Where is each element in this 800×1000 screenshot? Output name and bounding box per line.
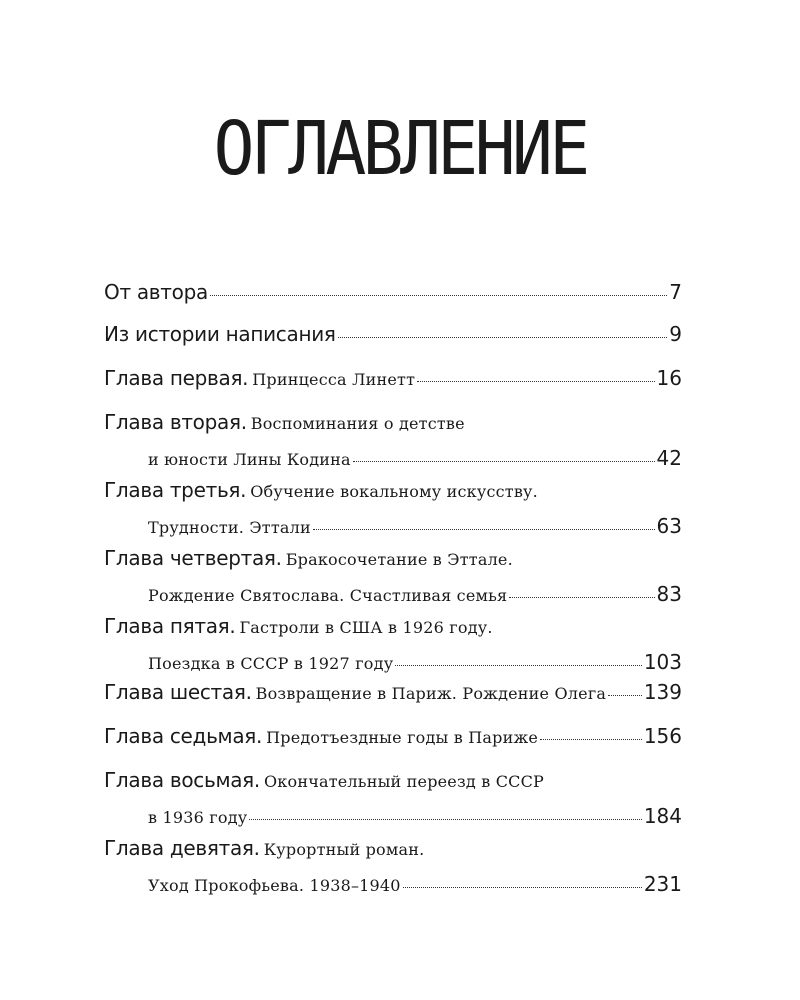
leader-dots [395, 665, 642, 666]
page-number: 184 [643, 804, 682, 828]
toc-heading: Глава четвертая. [104, 546, 282, 570]
toc-description: Обучение вокальному искусству. [250, 482, 538, 501]
page-number: 139 [643, 680, 682, 704]
toc-entry[interactable] [104, 478, 682, 542]
toc-heading: Из истории написания [104, 322, 336, 346]
page-number: 16 [656, 366, 682, 390]
toc-heading: Глава первая. [104, 366, 249, 390]
toc-description-cont: Трудности. Эттали [148, 518, 311, 537]
toc-description: Принцесса Линетт [252, 370, 416, 389]
leader-dots [608, 695, 642, 696]
toc-heading: Глава вторая. [104, 410, 247, 434]
toc-description: Предотъездные годы в Париже [266, 728, 539, 747]
toc-entry[interactable] [104, 410, 682, 474]
toc-description: Окончательный переезд в СССР [263, 772, 545, 791]
toc-description-cont: в 1936 году [148, 808, 248, 827]
toc-description-cont: Уход Прокофьева. 1938–1940 [148, 876, 401, 895]
toc-entry[interactable] [104, 280, 682, 308]
toc-entry[interactable] [104, 768, 682, 832]
toc-heading: Глава девятая. [104, 836, 260, 860]
leader-dots [417, 381, 654, 382]
leader-dots [210, 295, 667, 296]
toc-heading: Глава шестая. [104, 680, 252, 704]
toc-entry[interactable] [104, 546, 682, 610]
toc-entry[interactable] [104, 680, 682, 708]
toc-entry[interactable] [104, 836, 682, 900]
page-number: 83 [656, 582, 682, 606]
toc-description: Возвращение в Париж. Рождение Олега [255, 684, 607, 703]
leader-dots [509, 597, 654, 598]
page-number: 42 [656, 446, 682, 470]
toc-heading: Глава пятая. [104, 614, 236, 638]
page-number: 231 [643, 872, 682, 896]
leader-dots [313, 529, 655, 530]
leader-dots [353, 461, 655, 462]
toc-description: Бракосочетание в Эттале. [285, 550, 513, 569]
leader-dots [403, 887, 642, 888]
toc-heading: От автора [104, 280, 208, 304]
leader-dots [540, 739, 642, 740]
toc-heading: Глава восьмая. [104, 768, 260, 792]
toc-description-cont: и юности Лины Кодина [148, 450, 351, 469]
page-number: 9 [669, 322, 682, 346]
page-number: 103 [643, 650, 682, 674]
page-number: 7 [669, 280, 682, 304]
toc-heading: Глава седьмая. [104, 724, 263, 748]
toc-entry[interactable] [104, 614, 682, 678]
toc-heading: Глава третья. [104, 478, 247, 502]
page-title: ОГЛАВЛЕНИЕ [213, 106, 587, 192]
toc-description: Гастроли в США в 1926 году. [239, 618, 493, 637]
page-number: 156 [643, 724, 682, 748]
leader-dots [249, 819, 641, 820]
toc-entry[interactable] [104, 322, 682, 350]
toc-description-cont: Рождение Святослава. Счастливая семья [148, 586, 508, 605]
page-number: 63 [656, 514, 682, 538]
toc-description-cont: Поездка в СССР в 1927 году [148, 654, 394, 673]
toc-entry[interactable] [104, 366, 682, 394]
leader-dots [338, 337, 668, 338]
toc-description: Курортный роман. [263, 840, 425, 859]
toc-description: Воспоминания о детстве [250, 414, 465, 433]
toc-entry[interactable] [104, 724, 682, 752]
